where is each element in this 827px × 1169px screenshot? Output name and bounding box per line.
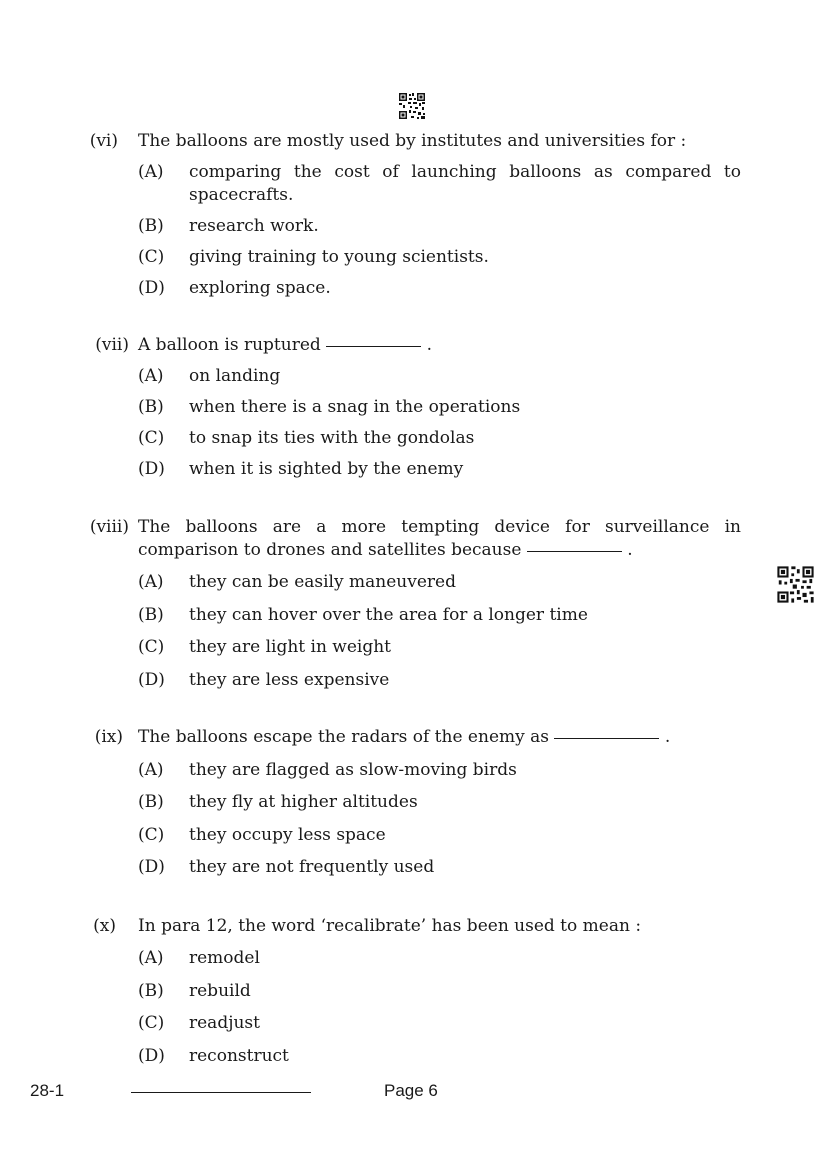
stem-text: A balloon is ruptured <box>138 335 321 355</box>
option-text: they are not frequently used <box>189 857 435 877</box>
question-stem <box>138 516 741 562</box>
option-label: (A) <box>138 162 164 182</box>
option-text: they are less expensive <box>189 670 390 690</box>
option-text: when it is sighted by the enemy <box>189 459 464 479</box>
option-text: they can hover over the area for a longer time <box>189 605 588 625</box>
qr-code-icon <box>398 92 426 120</box>
option-label: (D) <box>138 857 165 877</box>
option-text: to snap its ties with the gondolas <box>189 428 475 448</box>
option-label: (B) <box>138 981 164 1001</box>
fill-in-blank <box>554 737 659 739</box>
stem-text: The balloons escape the radars of the enemy as <box>138 727 549 747</box>
question-stem: In para 12, the word ‘recalibrate’ has been used to mean : <box>138 916 642 936</box>
question-number: (vii) <box>95 335 129 355</box>
option-label: (C) <box>138 428 165 448</box>
option-label: (D) <box>138 278 165 298</box>
question-stem <box>138 334 741 357</box>
option-text: reconstruct <box>189 1046 289 1066</box>
question-stem: The balloons are mostly used by institutes and universities for : <box>138 131 687 151</box>
stem-end: . <box>627 540 633 560</box>
question-number: (viii) <box>89 517 129 537</box>
stem-end: . <box>664 727 671 747</box>
option-label: (A) <box>138 572 164 592</box>
option-label: (A) <box>138 948 164 968</box>
option-text: remodel <box>189 948 260 968</box>
option-text: on landing <box>189 366 281 386</box>
option-text: rebuild <box>189 981 251 1001</box>
option-text: they are flagged as slow-moving birds <box>189 760 517 780</box>
option-text: they can be easily maneuvered <box>189 572 456 592</box>
option-label: (D) <box>138 459 165 479</box>
option-label: (C) <box>138 637 165 657</box>
option-text: comparing the cost of launching balloons as compared to spacecrafts. <box>189 162 741 205</box>
option-text: they are light in weight <box>189 637 392 657</box>
page-number: Page 6 <box>384 1081 438 1100</box>
option-label: (A) <box>138 760 164 780</box>
page-footer <box>0 1078 827 1104</box>
option-text: exploring space. <box>189 278 331 298</box>
qr-code-icon <box>776 565 815 604</box>
option-label: (B) <box>138 792 164 812</box>
question-stem <box>138 726 741 749</box>
option-label: (D) <box>138 1046 165 1066</box>
question-number: (vi) <box>89 131 118 151</box>
option-label: (C) <box>138 825 165 845</box>
option-label: (B) <box>138 397 164 417</box>
option-label: (D) <box>138 670 165 690</box>
option-text: when there is a snag in the operations <box>189 397 521 417</box>
stem-end: . <box>426 335 432 355</box>
option-label: (C) <box>138 247 165 267</box>
option-label: (C) <box>138 1013 165 1033</box>
option-text: they fly at higher altitudes <box>189 792 418 812</box>
paper-code: 28-1 <box>30 1081 65 1100</box>
question-number: (x) <box>93 916 116 936</box>
option-text: giving training to young scientists. <box>189 247 489 267</box>
fill-in-blank <box>326 345 421 347</box>
option-text: research work. <box>189 216 319 236</box>
stem-text: The balloons are a more tempting device for surveillance in comparison to drones and satellites because <box>138 517 741 560</box>
option-label: (B) <box>138 216 164 236</box>
question-number: (ix) <box>94 727 123 747</box>
option-label: (A) <box>138 366 164 386</box>
option-text: readjust <box>189 1013 260 1033</box>
fill-in-blank <box>527 550 622 552</box>
option-label: (B) <box>138 605 164 625</box>
option-text: they occupy less space <box>189 825 386 845</box>
footer-divider <box>131 1092 311 1093</box>
